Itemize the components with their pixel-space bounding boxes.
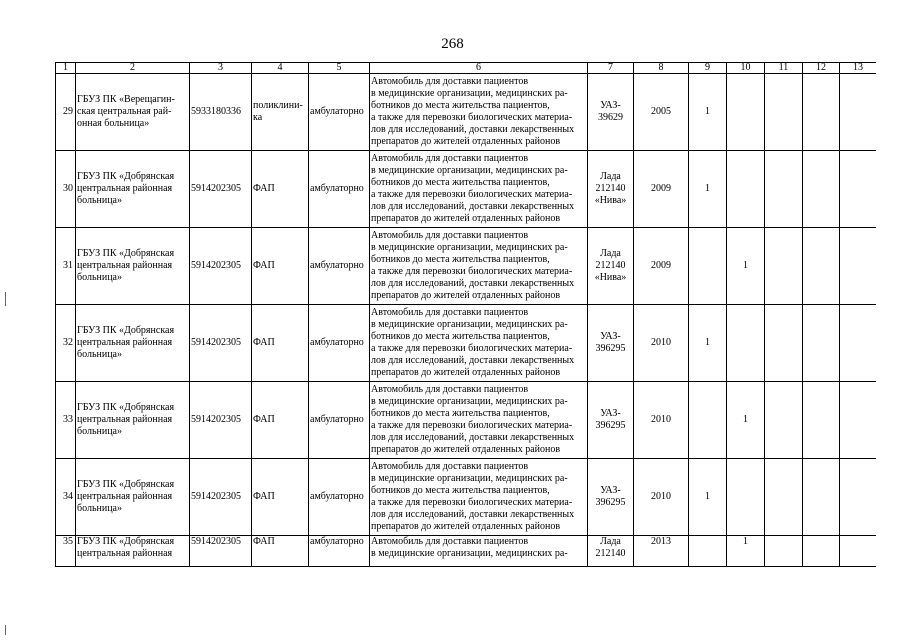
vehicle-purpose-line: лов для исследований, доставки лекарственных (371, 355, 575, 366)
vehicle-purpose-line: препаратов до жителей отдаленных районов (371, 521, 561, 532)
organization-name-line: центральная районная (77, 548, 173, 559)
vehicle-purpose-line: ботников до места жительства пациентов, (371, 485, 550, 496)
manufacture-year: 2010 (634, 305, 689, 382)
vehicle-purpose-line: препаратов до жителей отдаленных районов (371, 213, 561, 224)
vehicle-model-line: «Нива» (594, 195, 627, 206)
vehicle-purpose (370, 228, 588, 305)
unit-type (252, 459, 309, 536)
column-header-4: 4 (252, 63, 309, 74)
organization-name (76, 151, 190, 228)
inn-code: 5933180336 (190, 74, 252, 151)
inn-code: 5914202305 (190, 151, 252, 228)
vehicle-purpose-line: лов для исследований, доставки лекарственных (371, 278, 575, 289)
empty-cell-12 (803, 228, 840, 305)
row-number: 32 (56, 305, 76, 382)
column-10-value (727, 151, 765, 228)
organization-name-line: ГБУЗ ПК «Добрянская (77, 402, 175, 413)
unit-type (252, 536, 309, 567)
column-header-3: 3 (190, 63, 252, 74)
vehicle-purpose-line: препаратов до жителей отдаленных районов (371, 444, 561, 455)
organization-name-line: больница» (77, 503, 122, 514)
organization-name (76, 459, 190, 536)
unit-type-line: ФАП (253, 414, 275, 425)
column-9-value (689, 382, 727, 459)
column-9-value: 1 (689, 74, 727, 151)
unit-type-line: ФАП (253, 536, 275, 547)
column-header-2: 2 (76, 63, 190, 74)
organization-name-line: центральная районная (77, 260, 173, 271)
vehicle-purpose-line: ботников до места жительства пациентов, (371, 100, 550, 111)
vehicle-purpose-line: препаратов до жителей отдаленных районов (371, 367, 561, 378)
vehicle-purpose-line: Автомобиль для доставки пациентов (371, 461, 529, 472)
column-9-value (689, 536, 727, 567)
care-mode: амбулаторно (309, 228, 370, 305)
column-header-1: 1 (56, 63, 76, 74)
vehicle-model-line: Лада (600, 248, 621, 259)
empty-cell-11 (765, 382, 803, 459)
column-10-value: 1 (727, 536, 765, 567)
unit-type-line: ФАП (253, 337, 275, 348)
vehicle-purpose-line: а также для перевозки биологических материа- (371, 266, 573, 277)
vehicle-model (588, 305, 634, 382)
vehicle-purpose-line: Автомобиль для доставки пациентов (371, 384, 529, 395)
vehicle-model (588, 228, 634, 305)
unit-type (252, 228, 309, 305)
vehicle-purpose-line: а также для перевозки биологических материа- (371, 189, 573, 200)
care-mode: амбулаторно (309, 74, 370, 151)
column-header-7: 7 (588, 63, 634, 74)
column-9-value (689, 228, 727, 305)
organization-name-line: центральная районная (77, 183, 173, 194)
vehicle-table (55, 62, 876, 567)
empty-cell-13 (840, 228, 877, 305)
inn-code: 5914202305 (190, 305, 252, 382)
empty-cell-11 (765, 459, 803, 536)
header-row (56, 63, 877, 74)
vehicle-purpose (370, 536, 588, 567)
empty-cell-13 (840, 459, 877, 536)
empty-cell-12 (803, 536, 840, 567)
empty-cell-13 (840, 151, 877, 228)
organization-name (76, 536, 190, 567)
vehicle-model-line: 39629 (598, 112, 623, 123)
vehicle-purpose-line: препаратов до жителей отдаленных районов (371, 290, 561, 301)
vehicle-purpose-line: лов для исследований, доставки лекарственных (371, 124, 575, 135)
vehicle-model-line: УАЗ- (600, 408, 621, 419)
vehicle-model-line: Лада (600, 536, 621, 547)
vehicle-purpose (370, 74, 588, 151)
organization-name-line: больница» (77, 272, 122, 283)
manufacture-year: 2013 (634, 536, 689, 567)
empty-cell-13 (840, 536, 877, 567)
column-10-value (727, 74, 765, 151)
organization-name-line: ГБУЗ ПК «Добрянская (77, 536, 175, 547)
vehicle-purpose-line: лов для исследований, доставки лекарственных (371, 201, 575, 212)
vehicle-model (588, 536, 634, 567)
vehicle-purpose-line: лов для исследований, доставки лекарственных (371, 509, 575, 520)
vehicle-purpose-line: в медицинские организации, медицинских ра- (371, 242, 568, 253)
organization-name (76, 74, 190, 151)
empty-cell-12 (803, 74, 840, 151)
unit-type (252, 382, 309, 459)
vehicle-model-line: Лада (600, 171, 621, 182)
vehicle-purpose-line: в медицинские организации, медицинских ра- (371, 319, 568, 330)
column-header-11: 11 (765, 63, 803, 74)
scan-margin-mark (5, 625, 6, 635)
vehicle-purpose-line: лов для исследований, доставки лекарственных (371, 432, 575, 443)
row-number: 34 (56, 459, 76, 536)
empty-cell-12 (803, 382, 840, 459)
empty-cell-12 (803, 305, 840, 382)
organization-name-line: онная больница» (77, 118, 150, 129)
care-mode: амбулаторно (309, 151, 370, 228)
inn-code: 5914202305 (190, 228, 252, 305)
manufacture-year: 2009 (634, 151, 689, 228)
vehicle-model-line: «Нива» (594, 272, 627, 283)
row-number: 30 (56, 151, 76, 228)
column-header-13: 13 (840, 63, 877, 74)
vehicle-model-line: 212140 (595, 183, 626, 194)
unit-type-line: ФАП (253, 183, 275, 194)
empty-cell-12 (803, 151, 840, 228)
inn-code: 5914202305 (190, 459, 252, 536)
organization-name-line: ГБУЗ ПК «Добрянская (77, 171, 175, 182)
vehicle-purpose (370, 151, 588, 228)
unit-type (252, 74, 309, 151)
organization-name-line: больница» (77, 195, 122, 206)
empty-cell-13 (840, 382, 877, 459)
table-body (56, 63, 877, 567)
vehicle-model-line: 396295 (595, 420, 626, 431)
table-row (56, 151, 877, 228)
vehicle-purpose-line: а также для перевозки биологических материа- (371, 112, 573, 123)
organization-name (76, 382, 190, 459)
vehicle-purpose-line: в медицинские организации, медицинских ра- (371, 473, 568, 484)
vehicle-purpose-line: ботников до места жительства пациентов, (371, 177, 550, 188)
vehicle-purpose-line: Автомобиль для доставки пациентов (371, 307, 529, 318)
column-10-value: 1 (727, 382, 765, 459)
vehicle-purpose-line: в медицинские организации, медицинских ра- (371, 165, 568, 176)
vehicle-purpose-line: в медицинские организации, медицинских ра- (371, 88, 568, 99)
vehicle-model-line: УАЗ- (600, 331, 621, 342)
vehicle-purpose (370, 382, 588, 459)
vehicle-purpose-line: ботников до места жительства пациентов, (371, 408, 550, 419)
column-header-6: 6 (370, 63, 588, 74)
column-header-9: 9 (689, 63, 727, 74)
vehicle-purpose-line: ботников до места жительства пациентов, (371, 254, 550, 265)
organization-name-line: центральная районная (77, 337, 173, 348)
vehicle-model-line: 396295 (595, 343, 626, 354)
unit-type (252, 151, 309, 228)
vehicle-purpose (370, 305, 588, 382)
vehicle-model (588, 151, 634, 228)
row-number: 33 (56, 382, 76, 459)
vehicle-purpose-line: Автомобиль для доставки пациентов (371, 76, 529, 87)
empty-cell-11 (765, 536, 803, 567)
organization-name-line: больница» (77, 426, 122, 437)
table-row (56, 382, 877, 459)
column-10-value: 1 (727, 228, 765, 305)
empty-cell-12 (803, 459, 840, 536)
unit-type-line: ФАП (253, 491, 275, 502)
empty-cell-13 (840, 74, 877, 151)
manufacture-year: 2010 (634, 459, 689, 536)
empty-cell-13 (840, 305, 877, 382)
organization-name-line: центральная районная (77, 414, 173, 425)
vehicle-model-line: 212140 (595, 260, 626, 271)
organization-name (76, 305, 190, 382)
organization-name-line: ГБУЗ ПК «Добрянская (77, 479, 175, 490)
unit-type-line: поликлини- (253, 100, 303, 111)
empty-cell-11 (765, 151, 803, 228)
column-header-10: 10 (727, 63, 765, 74)
column-9-value: 1 (689, 151, 727, 228)
vehicle-purpose-line: препаратов до жителей отдаленных районов (371, 136, 561, 147)
care-mode: амбулаторно (309, 305, 370, 382)
scan-margin-mark (5, 292, 6, 306)
vehicle-purpose (370, 459, 588, 536)
empty-cell-11 (765, 228, 803, 305)
care-mode: амбулаторно (309, 459, 370, 536)
row-number: 35 (56, 536, 76, 567)
table-row (56, 536, 877, 567)
vehicle-purpose-line: а также для перевозки биологических материа- (371, 343, 573, 354)
vehicle-model-line: 212140 (595, 548, 626, 559)
table-row (56, 305, 877, 382)
empty-cell-11 (765, 305, 803, 382)
column-header-8: 8 (634, 63, 689, 74)
manufacture-year: 2009 (634, 228, 689, 305)
vehicle-purpose-line: а также для перевозки биологических материа- (371, 497, 573, 508)
vehicle-model-line: УАЗ- (600, 100, 621, 111)
vehicle-model (588, 382, 634, 459)
column-header-12: 12 (803, 63, 840, 74)
row-number: 29 (56, 74, 76, 151)
empty-cell-11 (765, 74, 803, 151)
care-mode: амбулаторно (309, 536, 370, 567)
organization-name-line: ГБУЗ ПК «Добрянская (77, 325, 175, 336)
vehicle-purpose-line: в медицинские организации, медицинских ра- (371, 548, 568, 559)
inn-code: 5914202305 (190, 536, 252, 567)
table-row (56, 74, 877, 151)
organization-name-line: ГБУЗ ПК «Верещагин- (77, 94, 175, 105)
row-number: 31 (56, 228, 76, 305)
vehicle-purpose-line: Автомобиль для доставки пациентов (371, 536, 529, 547)
organization-name-line: ГБУЗ ПК «Добрянская (77, 248, 175, 259)
column-9-value: 1 (689, 459, 727, 536)
column-9-value: 1 (689, 305, 727, 382)
page-number: 268 (441, 36, 464, 52)
organization-name (76, 228, 190, 305)
vehicle-model-line: 396295 (595, 497, 626, 508)
organization-name-line: ская центральная рай- (77, 106, 172, 117)
vehicle-model-line: УАЗ- (600, 485, 621, 496)
table-row (56, 228, 877, 305)
manufacture-year: 2010 (634, 382, 689, 459)
table-row (56, 459, 877, 536)
column-10-value (727, 459, 765, 536)
vehicle-model (588, 459, 634, 536)
organization-name-line: центральная районная (77, 491, 173, 502)
column-10-value (727, 305, 765, 382)
vehicle-table-container (55, 62, 876, 568)
column-header-5: 5 (309, 63, 370, 74)
manufacture-year: 2005 (634, 74, 689, 151)
vehicle-purpose-line: Автомобиль для доставки пациентов (371, 153, 529, 164)
unit-type (252, 305, 309, 382)
vehicle-model (588, 74, 634, 151)
vehicle-purpose-line: а также для перевозки биологических материа- (371, 420, 573, 431)
care-mode: амбулаторно (309, 382, 370, 459)
vehicle-purpose-line: в медицинские организации, медицинских ра- (371, 396, 568, 407)
vehicle-purpose-line: ботников до места жительства пациентов, (371, 331, 550, 342)
unit-type-line: ка (253, 112, 263, 123)
organization-name-line: больница» (77, 349, 122, 360)
inn-code: 5914202305 (190, 382, 252, 459)
vehicle-purpose-line: Автомобиль для доставки пациентов (371, 230, 529, 241)
unit-type-line: ФАП (253, 260, 275, 271)
